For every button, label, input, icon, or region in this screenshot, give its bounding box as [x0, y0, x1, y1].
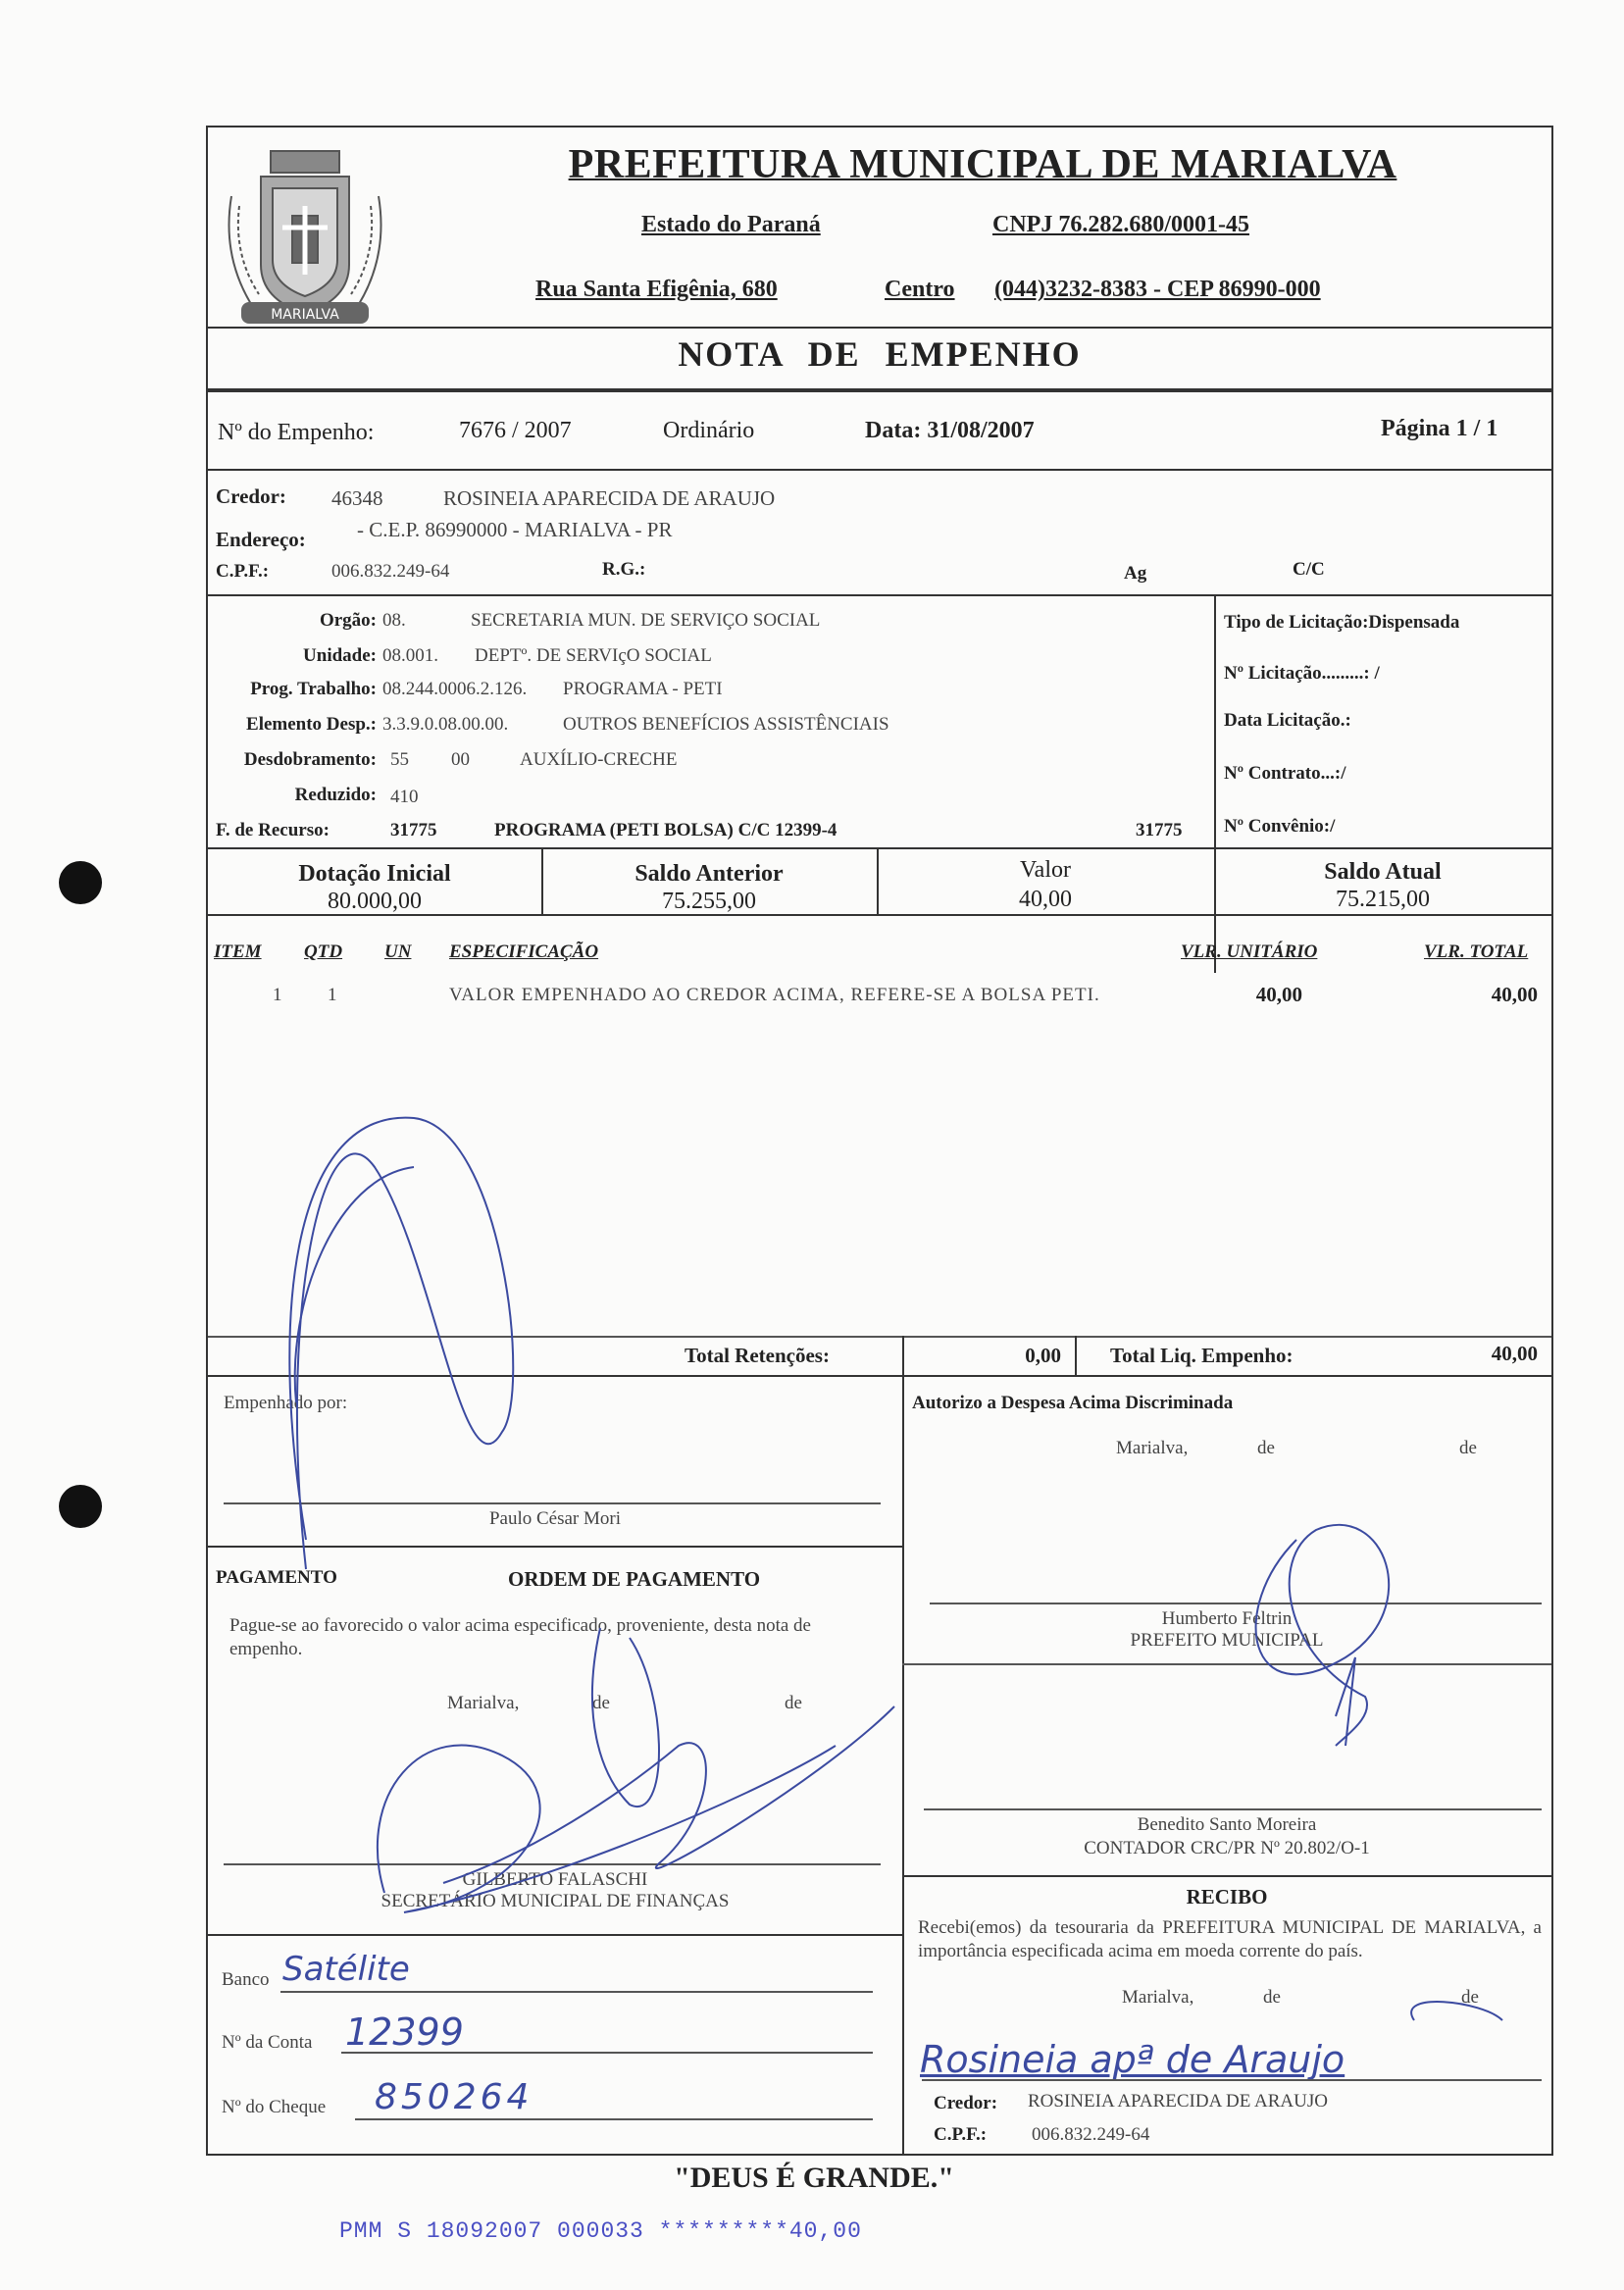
- secretary-role: SECRETÁRIO MUNICIPAL DE FINANÇAS: [381, 1891, 730, 1911]
- autorizo-label: Autorizo a Despesa Acima Discriminada: [912, 1393, 1234, 1413]
- valor-value: 40,00: [1019, 887, 1072, 912]
- prefeito-role: PREFEITO MUNICIPAL: [1130, 1630, 1324, 1651]
- credor-cpf: 006.832.249-64: [331, 561, 450, 582]
- conta-value: 12399: [345, 2010, 464, 2054]
- recibo-text: Recebi(emos) da tesouraria da PREFEITURA MUNICIPAL DE MARIALVA, a importância especificada acima em moeda corrente do país.: [918, 1917, 1542, 1961]
- empenho-form: [206, 126, 1553, 2156]
- rg-label: R.G.:: [602, 559, 646, 580]
- cnpj-label: CNPJ 76.282.680/0001-45: [992, 212, 1249, 237]
- punch-hole-bottom: [59, 1485, 102, 1528]
- desdobramento-a: 55: [390, 749, 409, 770]
- org-name: PREFEITURA MUNICIPAL DE MARIALVA: [568, 142, 1397, 187]
- cheque-label: Nº do Cheque: [222, 2097, 327, 2117]
- elemento-label: Elemento Desp.:: [246, 714, 377, 735]
- recibo-cpf-label: C.P.F.:: [934, 2124, 988, 2145]
- recurso-code-right: 31775: [1136, 820, 1183, 840]
- banco-value: Satélite: [282, 1950, 410, 1989]
- saldo-atual-label: Saldo Atual: [1324, 859, 1442, 885]
- total-liquido-label: Total Liq. Empenho:: [1110, 1344, 1294, 1367]
- recurso-name: PROGRAMA (PETI BOLSA) C/C 12399-4: [494, 820, 837, 840]
- document-title: NOTA DE EMPENHO: [678, 334, 1082, 374]
- street-address: Rua Santa Efigênia, 680: [535, 277, 778, 302]
- numero-licitacao: Nº Licitação.........: /: [1224, 663, 1380, 684]
- recurso-label: F. de Recurso:: [216, 820, 330, 840]
- credor-address: - C.E.P. 86990000 - MARIALVA - PR: [357, 518, 673, 541]
- crest-label: MARIALVA: [271, 307, 339, 323]
- phone-cep: (044)3232-8383 - CEP 86990-000: [994, 277, 1321, 302]
- recibo-credor-label: Credor:: [934, 2093, 998, 2113]
- elemento-code: 3.3.9.0.08.00.00.: [382, 714, 509, 735]
- contador-name: Benedito Santo Moreira: [1137, 1814, 1317, 1835]
- pagamento-text: Pague-se ao favorecido o valor acima especificado, proveniente, desta nota de empenho.: [229, 1615, 811, 1659]
- unidade-code: 08.001.: [382, 645, 438, 666]
- row-item: 1: [273, 985, 282, 1005]
- orgao-code: 08.: [382, 610, 406, 631]
- credor-name: ROSINEIA APARECIDA DE ARAUJO: [443, 486, 776, 510]
- ordem-pagamento-label: ORDEM DE PAGAMENTO: [508, 1567, 761, 1591]
- contador-role: CONTADOR CRC/PR Nº 20.802/O-1: [1084, 1838, 1370, 1858]
- banco-label: Banco: [222, 1969, 270, 1990]
- pagamento-de1: de: [592, 1693, 610, 1713]
- reduzido-code: 410: [390, 787, 419, 807]
- district: Centro: [885, 277, 955, 302]
- recibo-title: RECIBO: [1186, 1885, 1268, 1908]
- row-valor-total: 40,00: [1491, 983, 1538, 1006]
- col-un: UN: [384, 941, 412, 962]
- desdobramento-label: Desdobramento:: [243, 749, 377, 770]
- autorizo-de1: de: [1257, 1438, 1275, 1458]
- numero-convenio: Nº Convênio:/: [1224, 816, 1336, 837]
- total-retencoes-label: Total Retenções:: [685, 1344, 830, 1367]
- empenhado-por-label: Empenhado por:: [224, 1393, 348, 1413]
- state-label: Estado do Paraná: [641, 212, 821, 237]
- col-qtd: QTD: [304, 941, 343, 962]
- empenhado-por-name: Paulo César Mori: [488, 1508, 622, 1529]
- col-especificacao: ESPECIFICAÇÃO: [449, 941, 599, 962]
- prog-name: PROGRAMA - PETI: [563, 679, 723, 699]
- data-licitacao: Data Licitação.:: [1224, 710, 1351, 731]
- empenho-number: 7676 / 2007: [459, 418, 572, 443]
- recurso-code: 31775: [390, 820, 437, 840]
- recibo-cpf: 006.832.249-64: [1032, 2124, 1150, 2145]
- prefeito-name: Humberto Feltrin: [1161, 1608, 1293, 1629]
- secretary-name: GILBERTO FALASCHI: [462, 1869, 648, 1890]
- total-liquido-value: 40,00: [1491, 1342, 1538, 1365]
- unidade-label: Unidade:: [303, 645, 377, 666]
- dotacao-value: 80.000,00: [328, 889, 422, 914]
- desdobramento-b: 00: [451, 749, 470, 770]
- conta-label: Nº da Conta: [222, 2032, 313, 2053]
- elemento-name: OUTROS BENEFÍCIOS ASSISTÊNCIAIS: [563, 714, 889, 735]
- prog-code: 08.244.0006.2.126.: [382, 679, 528, 699]
- col-valor-unitario: VLR. UNITÁRIO: [1181, 941, 1318, 962]
- tipo-licitacao: Tipo de Licitação:Dispensada: [1224, 612, 1460, 633]
- autorizo-place: Marialva,: [1116, 1438, 1189, 1458]
- row-especificacao: VALOR EMPENHADO AO CREDOR ACIMA, REFERE-SE A BOLSA PETI.: [449, 985, 1100, 1005]
- col-item: ITEM: [214, 941, 262, 962]
- cheque-value: 850264: [375, 2077, 533, 2117]
- page-number: Página 1 / 1: [1381, 416, 1498, 441]
- row-qtd: 1: [328, 985, 337, 1005]
- saldo-anterior-value: 75.255,00: [662, 889, 756, 914]
- footer-motto: "DEUS É GRANDE.": [674, 2162, 954, 2194]
- empenho-number-label: Nº do Empenho:: [218, 420, 375, 445]
- empenho-type: Ordinário: [663, 418, 755, 443]
- pagamento-de2: de: [785, 1693, 802, 1713]
- recibo-de1: de: [1263, 1987, 1281, 2008]
- row-valor-unitario: 40,00: [1255, 983, 1302, 1006]
- ag-label: Ag: [1124, 563, 1147, 584]
- payment-stamp: PMM S 18092007 000033 *********40,00: [339, 2218, 862, 2244]
- autorizo-de2: de: [1459, 1438, 1477, 1458]
- dotacao-label: Dotação Inicial: [298, 861, 451, 887]
- total-retencoes-value: 0,00: [1025, 1344, 1061, 1367]
- desdobramento-name: AUXÍLIO-CRECHE: [520, 749, 678, 770]
- cc-label: C/C: [1293, 559, 1325, 580]
- unidade-name: DEPTº. DE SERVIçO SOCIAL: [475, 645, 712, 666]
- valor-label: Valor: [1020, 857, 1071, 883]
- reduzido-label: Reduzido:: [294, 785, 377, 805]
- recibo-credor: ROSINEIA APARECIDA DE ARAUJO: [1028, 2091, 1328, 2112]
- orgao-label: Orgão:: [319, 610, 377, 631]
- credor-label: Credor:: [216, 484, 286, 508]
- endereco-label: Endereço:: [216, 528, 306, 551]
- numero-contrato: Nº Contrato...:/: [1224, 763, 1346, 784]
- recibo-signature: Rosineia apª de Araujo: [920, 2038, 1345, 2081]
- orgao-name: SECRETARIA MUN. DE SERVIÇO SOCIAL: [471, 610, 821, 631]
- credor-code: 46348: [331, 486, 383, 510]
- recibo-place: Marialva,: [1122, 1987, 1194, 2008]
- pagamento-place: Marialva,: [447, 1693, 520, 1713]
- recibo-de2: de: [1461, 1987, 1479, 2008]
- pagamento-label: PAGAMENTO: [216, 1567, 337, 1588]
- municipal-crest: [212, 137, 398, 333]
- empenho-date: Data: 31/08/2007: [865, 418, 1035, 443]
- cpf-label: C.P.F.:: [216, 561, 270, 582]
- prog-label: Prog. Trabalho:: [250, 679, 377, 699]
- punch-hole-top: [59, 861, 102, 904]
- saldo-anterior-label: Saldo Anterior: [634, 861, 784, 887]
- col-valor-total: VLR. TOTAL: [1424, 941, 1529, 962]
- saldo-atual-value: 75.215,00: [1336, 887, 1430, 912]
